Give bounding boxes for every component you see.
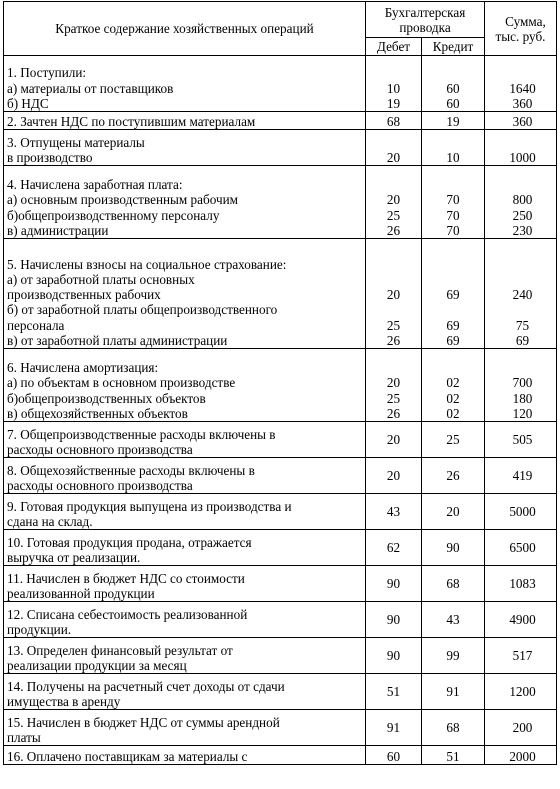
description-line: производственных рабочих (7, 287, 161, 303)
debit-account-value: 90 (386, 647, 401, 663)
debit-account-value: 20 (386, 375, 401, 391)
credit-account-value (424, 177, 482, 192)
table-row (4, 112, 557, 130)
credit-account (422, 458, 485, 494)
description-line: 4. Начислена заработная плата: (7, 177, 183, 193)
table-row (4, 56, 557, 112)
debit-account-value: 51 (386, 683, 401, 699)
operation-description (4, 530, 366, 566)
debit-account (366, 56, 422, 112)
amount (485, 746, 557, 765)
amount-value: 700 (512, 375, 533, 391)
debit-account (366, 166, 422, 239)
credit-account-value: 69 (446, 317, 460, 333)
header-sum (485, 2, 557, 56)
debit-account (366, 710, 422, 746)
credit-account (422, 166, 485, 239)
credit-account (422, 530, 485, 566)
description-line: а) материалы от поставщиков (7, 80, 174, 96)
debit-account-value (368, 65, 419, 80)
description-line: 12. Списана себестоимость реализованной (7, 606, 248, 622)
amount-value (491, 302, 554, 317)
debit-account-value: 43 (386, 503, 401, 519)
debit-account-value: 20 (386, 149, 401, 165)
amount-value (491, 272, 554, 287)
debit-account-value (368, 272, 419, 287)
debit-account-value: 62 (386, 539, 401, 555)
debit-account-value: 20 (386, 287, 401, 303)
header-sum-line1: Сумма, (505, 13, 546, 29)
header-entry: Бухгалтерская проводка (366, 2, 485, 38)
debit-account (366, 530, 422, 566)
debit-account-value: 90 (386, 575, 401, 591)
amount-value: 250 (512, 207, 533, 223)
operation-description (4, 494, 366, 530)
debit-account-value: 25 (386, 207, 401, 223)
debit-account-value: 25 (386, 390, 401, 406)
table-row (4, 494, 557, 530)
amount (485, 602, 557, 638)
operation-description (4, 710, 366, 746)
credit-account-value (424, 272, 482, 287)
amount-value (491, 177, 554, 192)
header-debit: Дебет (366, 38, 422, 56)
header-sum-line2: тыс. руб. (495, 28, 546, 44)
operation-description (4, 746, 366, 765)
amount (485, 674, 557, 710)
credit-account-value: 19 (446, 113, 460, 129)
description-line: 13. Определен финансовый результат от (7, 642, 233, 658)
description-line: б)общепроизводственных объектов (7, 390, 206, 406)
table-row (4, 349, 557, 422)
description-line: расходы основного производства (7, 441, 193, 457)
debit-account (366, 566, 422, 602)
table-row (4, 602, 557, 638)
debit-account-value: 20 (386, 192, 401, 208)
debit-account (366, 239, 422, 349)
credit-account (422, 638, 485, 674)
amount-value: 1640 (509, 80, 536, 96)
amount-value: 75 (515, 317, 530, 333)
credit-account-value: 69 (446, 287, 460, 303)
credit-account-value: 68 (446, 719, 460, 735)
amount (485, 458, 557, 494)
credit-account (422, 494, 485, 530)
amount-value: 800 (512, 192, 533, 208)
description-line: а) от заработной платы основных (7, 271, 195, 287)
operation-description (4, 638, 366, 674)
amount (485, 530, 557, 566)
amount (485, 422, 557, 458)
amount-value: 1083 (509, 575, 536, 591)
description-line: 14. Получены на расчетный счет доходы от сдачи (7, 678, 285, 694)
debit-account-value: 19 (386, 95, 401, 111)
debit-account (366, 746, 422, 765)
description-line: 10. Готовая продукция продана, отражается (7, 534, 252, 550)
table-row (4, 638, 557, 674)
amount-value: 517 (512, 647, 533, 663)
debit-account-value: 20 (386, 467, 401, 483)
debit-account-value (368, 177, 419, 192)
credit-account (422, 746, 485, 765)
credit-account (422, 56, 485, 112)
description-line: б)общепроизводственному персоналу (7, 207, 220, 223)
amount-value: 5000 (509, 503, 536, 519)
description-line: 9. Готовая продукция выпущена из производства и (7, 498, 292, 514)
debit-account (366, 674, 422, 710)
debit-account (366, 349, 422, 422)
credit-account-value: 60 (446, 80, 460, 96)
amount (485, 710, 557, 746)
description-line: персонала (7, 317, 65, 333)
credit-account (422, 239, 485, 349)
description-line: в) общехозяйственных объектов (7, 405, 188, 421)
credit-account-value: 51 (446, 748, 460, 764)
description-line: б) от заработной платы общепроизводственного (7, 302, 278, 318)
amount (485, 130, 557, 166)
credit-account-value: 25 (446, 431, 460, 447)
debit-account-value (368, 257, 419, 272)
table-row (4, 239, 557, 349)
amount-value: 240 (512, 287, 533, 303)
debit-account-value: 10 (386, 80, 401, 96)
description-line: продукции. (7, 621, 72, 637)
description-line: а) по объектам в основном производстве (7, 375, 236, 391)
credit-account-value (424, 135, 482, 150)
credit-account-value: 91 (446, 683, 460, 699)
amount (485, 494, 557, 530)
credit-account-value: 02 (446, 405, 460, 421)
credit-account-value: 70 (446, 192, 460, 208)
credit-account-value: 26 (446, 467, 460, 483)
table-row (4, 710, 557, 746)
credit-account-value (424, 65, 482, 80)
table-row (4, 166, 557, 239)
amount-value (491, 257, 554, 272)
credit-account-value: 02 (446, 375, 460, 391)
table-row (4, 530, 557, 566)
description-line: 7. Общепроизводственные расходы включены в (7, 426, 276, 442)
description-line: 15. Начислен в бюджет НДС от суммы арендной (7, 714, 280, 730)
debit-account (366, 130, 422, 166)
amount-value: 230 (512, 222, 533, 238)
operation-description (4, 349, 366, 422)
operations-table (3, 1, 557, 765)
amount-value: 4900 (509, 611, 536, 627)
credit-account-value: 69 (446, 332, 460, 348)
amount-value: 180 (512, 390, 533, 406)
table-row (4, 130, 557, 166)
amount-value (491, 360, 554, 375)
credit-account-value (424, 360, 482, 375)
credit-account-value: 60 (446, 95, 460, 111)
amount (485, 166, 557, 239)
header-description: Краткое содержание хозяйственных операций (4, 2, 366, 56)
debit-account-value: 26 (386, 222, 401, 238)
credit-account (422, 710, 485, 746)
table-row (4, 746, 557, 765)
description-line: в) от заработной платы администрации (7, 332, 228, 348)
table-body (4, 56, 557, 765)
description-line: в) администрации (7, 222, 109, 238)
debit-account-value: 60 (386, 748, 401, 764)
amount-value: 419 (512, 467, 533, 483)
table-row (4, 674, 557, 710)
credit-account-value: 99 (446, 647, 460, 663)
description-line: 2. Зачтен НДС по поступившим материалам (7, 113, 256, 129)
amount (485, 349, 557, 422)
amount-value: 505 (512, 431, 533, 447)
debit-account-value: 91 (386, 719, 401, 735)
credit-account-value: 68 (446, 575, 460, 591)
description-line: 5. Начислены взносы на социальное страхование: (7, 256, 287, 272)
operation-description (4, 422, 366, 458)
debit-account-value (368, 302, 419, 317)
operation-description (4, 674, 366, 710)
credit-account-value: 02 (446, 390, 460, 406)
operation-description (4, 112, 366, 130)
table-row (4, 458, 557, 494)
credit-account (422, 112, 485, 130)
description-line: платы (7, 729, 41, 745)
description-line: б) НДС (7, 95, 49, 111)
amount-value: 69 (515, 332, 530, 348)
credit-account-value (424, 302, 482, 317)
operation-description (4, 130, 366, 166)
amount-value: 120 (512, 405, 533, 421)
credit-account-value: 90 (446, 539, 460, 555)
description-line: 1. Поступили: (7, 65, 87, 81)
operation-description (4, 56, 366, 112)
amount-value: 360 (512, 113, 533, 129)
description-line: сдана на склад. (7, 513, 93, 529)
amount-value: 2000 (509, 748, 536, 764)
debit-account (366, 112, 422, 130)
description-line: имущества в аренду (7, 693, 121, 709)
debit-account-value: 68 (386, 113, 401, 129)
operation-description (4, 458, 366, 494)
credit-account-value: 10 (446, 149, 460, 165)
description-line: 3. Отпущены материалы (7, 134, 145, 150)
debit-account-value: 26 (386, 405, 401, 421)
amount (485, 566, 557, 602)
description-line: 11. Начислен в бюджет НДС со стоимости (7, 570, 245, 586)
debit-account-value (368, 135, 419, 150)
amount (485, 239, 557, 349)
amount-value (491, 65, 554, 80)
amount (485, 638, 557, 674)
description-line: а) основным производственным рабочим (7, 192, 239, 208)
description-line: расходы основного производства (7, 477, 193, 493)
table-row (4, 566, 557, 602)
debit-account-value: 90 (386, 611, 401, 627)
credit-account-value: 43 (446, 611, 460, 627)
amount-value: 200 (512, 719, 533, 735)
table-row (4, 422, 557, 458)
credit-account (422, 602, 485, 638)
operation-description (4, 239, 366, 349)
credit-account-value (424, 257, 482, 272)
description-line: реализованной продукции (7, 585, 155, 601)
operation-description (4, 566, 366, 602)
description-line: 6. Начислена амортизация: (7, 360, 159, 376)
description-line: выручка от реализации. (7, 549, 141, 565)
debit-account (366, 638, 422, 674)
description-line: в производство (7, 149, 93, 165)
debit-account (366, 422, 422, 458)
debit-account (366, 494, 422, 530)
credit-account-value: 70 (446, 207, 460, 223)
description-line: 8. Общехозяйственные расходы включены в (7, 462, 255, 478)
credit-account (422, 674, 485, 710)
debit-account (366, 602, 422, 638)
debit-account-value: 20 (386, 431, 401, 447)
description-line: 16. Оплачено поставщикам за материалы с (7, 748, 248, 764)
credit-account-value: 20 (446, 503, 460, 519)
credit-account (422, 422, 485, 458)
credit-account (422, 566, 485, 602)
amount-value: 360 (512, 95, 533, 111)
amount-value: 6500 (509, 539, 536, 555)
debit-account-value: 25 (386, 317, 401, 333)
description-line: реализации продукции за месяц (7, 657, 187, 673)
credit-account-value: 70 (446, 222, 460, 238)
amount-value: 1200 (509, 683, 536, 699)
debit-account-value (368, 360, 419, 375)
debit-account (366, 458, 422, 494)
operation-description (4, 166, 366, 239)
operation-description (4, 602, 366, 638)
debit-account-value: 26 (386, 332, 401, 348)
amount (485, 56, 557, 112)
credit-account (422, 349, 485, 422)
amount-value: 1000 (509, 149, 536, 165)
amount (485, 112, 557, 130)
header-credit: Кредит (422, 38, 485, 56)
credit-account (422, 130, 485, 166)
amount-value (491, 135, 554, 150)
